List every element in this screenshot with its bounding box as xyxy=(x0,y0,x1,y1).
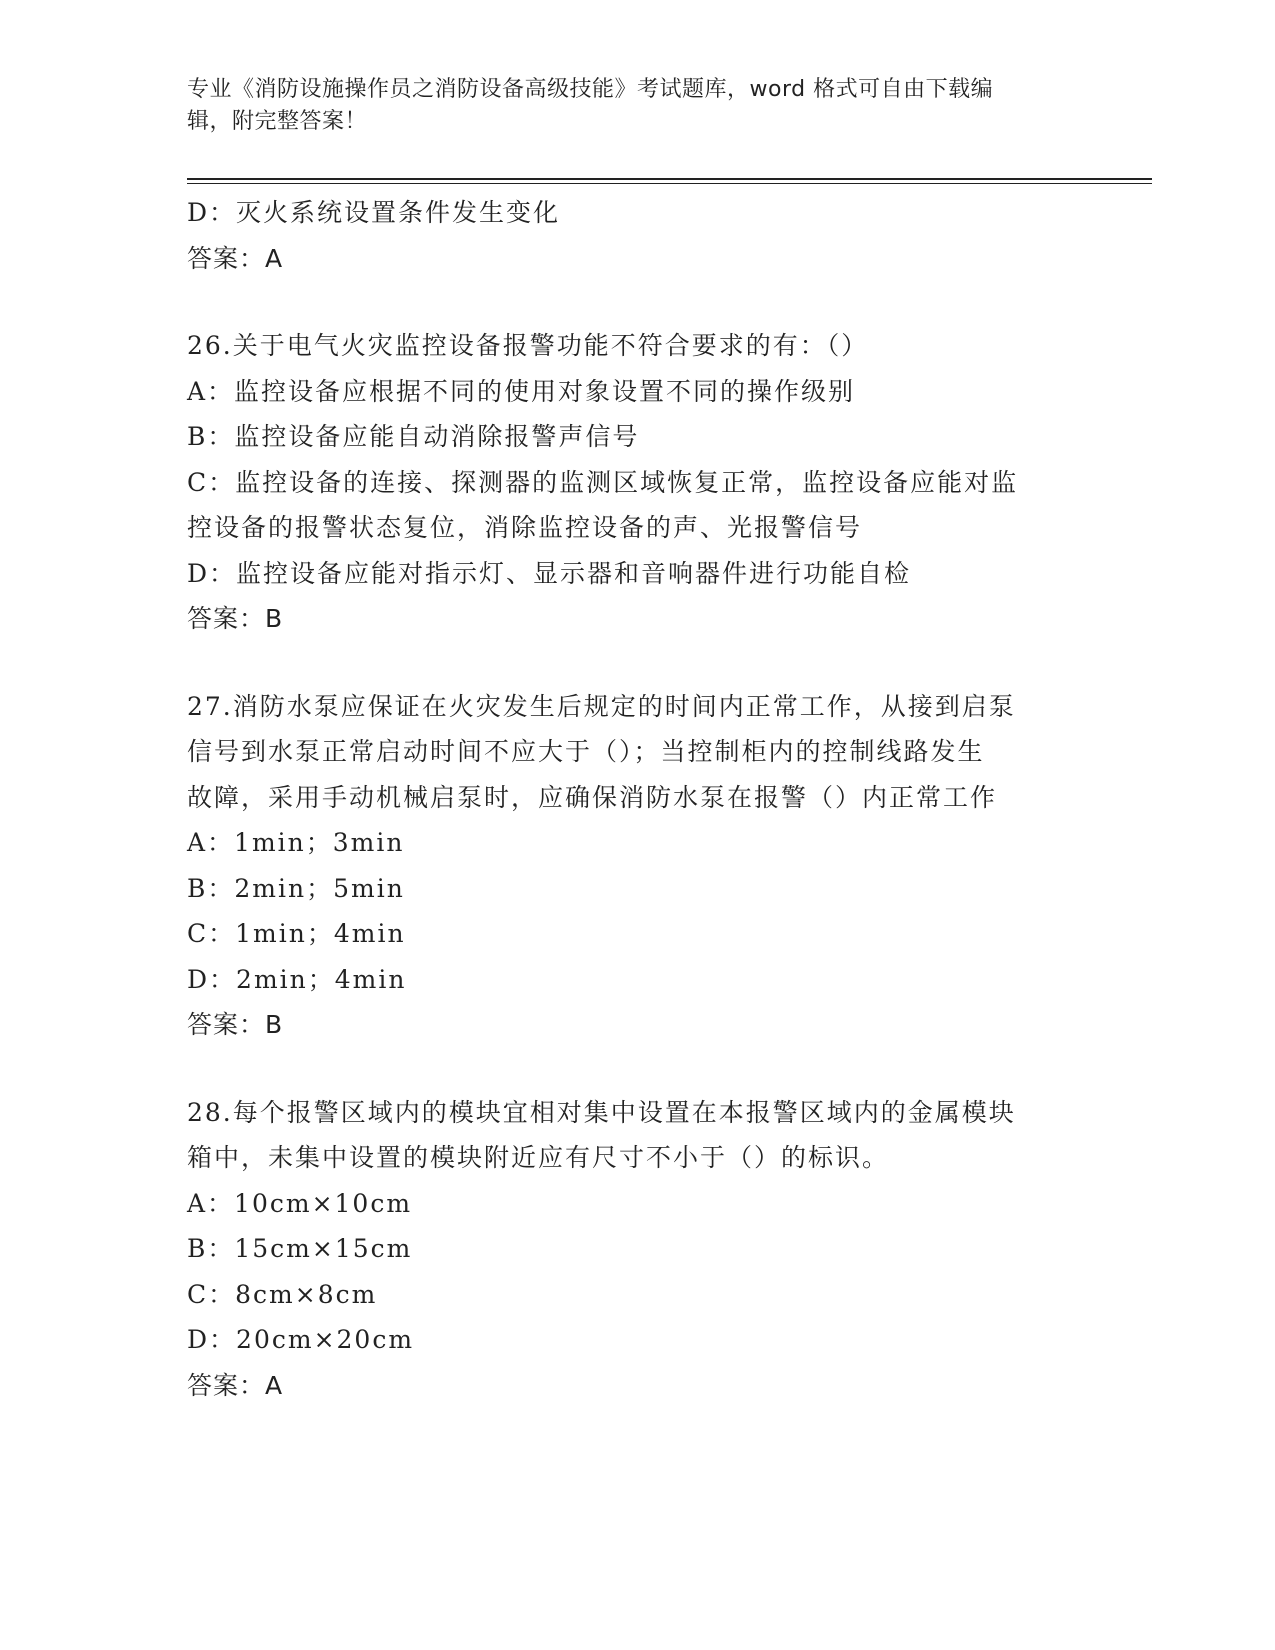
answer-line: 答案：B xyxy=(187,1010,284,1039)
answer-line: 答案：A xyxy=(187,1370,284,1400)
option-line: A：1min；3min xyxy=(187,828,405,857)
header-divider-thick xyxy=(187,178,1152,180)
option-line: 控设备的报警状态复位，消除监控设备的声、光报警信号 xyxy=(187,513,863,542)
question-block xyxy=(187,684,1087,1048)
question-stem-line: 27.消防水泵应保证在火灾发生后规定的时间内正常工作，从接到启泵 xyxy=(187,691,1016,721)
option-line: D：2min；4min xyxy=(187,964,407,994)
question-spacer xyxy=(187,642,1087,684)
answer-line: 答案：B xyxy=(187,604,284,633)
question-spacer xyxy=(187,1048,1087,1090)
question-block xyxy=(187,1090,1087,1409)
option-line: C：监控设备的连接、探测器的监测区域恢复正常，监控设备应能对监 xyxy=(187,467,1019,497)
answer-line: 答案：A xyxy=(187,243,284,273)
question-block xyxy=(187,190,1087,281)
header-line-2: 辑，附完整答案！ xyxy=(187,109,368,134)
question-stem-line: 故障，采用手动机械启泵时，应确保消防水泵在报警（）内正常工作 xyxy=(187,782,998,812)
option-line: B：15cm×15cm xyxy=(187,1234,413,1263)
option-line: C：8cm×8cm xyxy=(187,1279,378,1309)
header-line-1: 专业《消防设施操作员之消防设备高级技能》考试题库，word 格式可自由下载编 xyxy=(187,77,994,102)
question-stem-line: 28.每个报警区域内的模块宜相对集中设置在本报警区域内的金属模块 xyxy=(187,1097,1016,1127)
option-line: D：20cm×20cm xyxy=(187,1325,415,1354)
option-line: A：10cm×10cm xyxy=(187,1188,413,1218)
question-stem-line: 箱中，未集中设置的模块附近应有尺寸不小于（）的标识。 xyxy=(187,1143,890,1172)
option-line: B：监控设备应能自动消除报警声信号 xyxy=(187,422,640,451)
option-line: A：监控设备应根据不同的使用对象设置不同的操作级别 xyxy=(187,376,856,406)
document-header xyxy=(187,74,1067,138)
option-line: C：1min；4min xyxy=(187,919,406,948)
question-block xyxy=(187,323,1087,642)
question-spacer xyxy=(187,281,1087,323)
question-stem-line: 信号到水泵正常启动时间不应大于（）；当控制柜内的控制线路发生 xyxy=(187,737,985,766)
header-divider-thin xyxy=(187,183,1152,184)
question-stem-line: 26.关于电气火灾监控设备报警功能不符合要求的有：（） xyxy=(187,331,869,360)
question-list xyxy=(187,190,1087,1408)
option-line: B：2min；5min xyxy=(187,873,405,903)
option-line: D：灭火系统设置条件发生变化 xyxy=(187,198,561,227)
option-line: D：监控设备应能对指示灯、显示器和音响器件进行功能自检 xyxy=(187,558,912,588)
